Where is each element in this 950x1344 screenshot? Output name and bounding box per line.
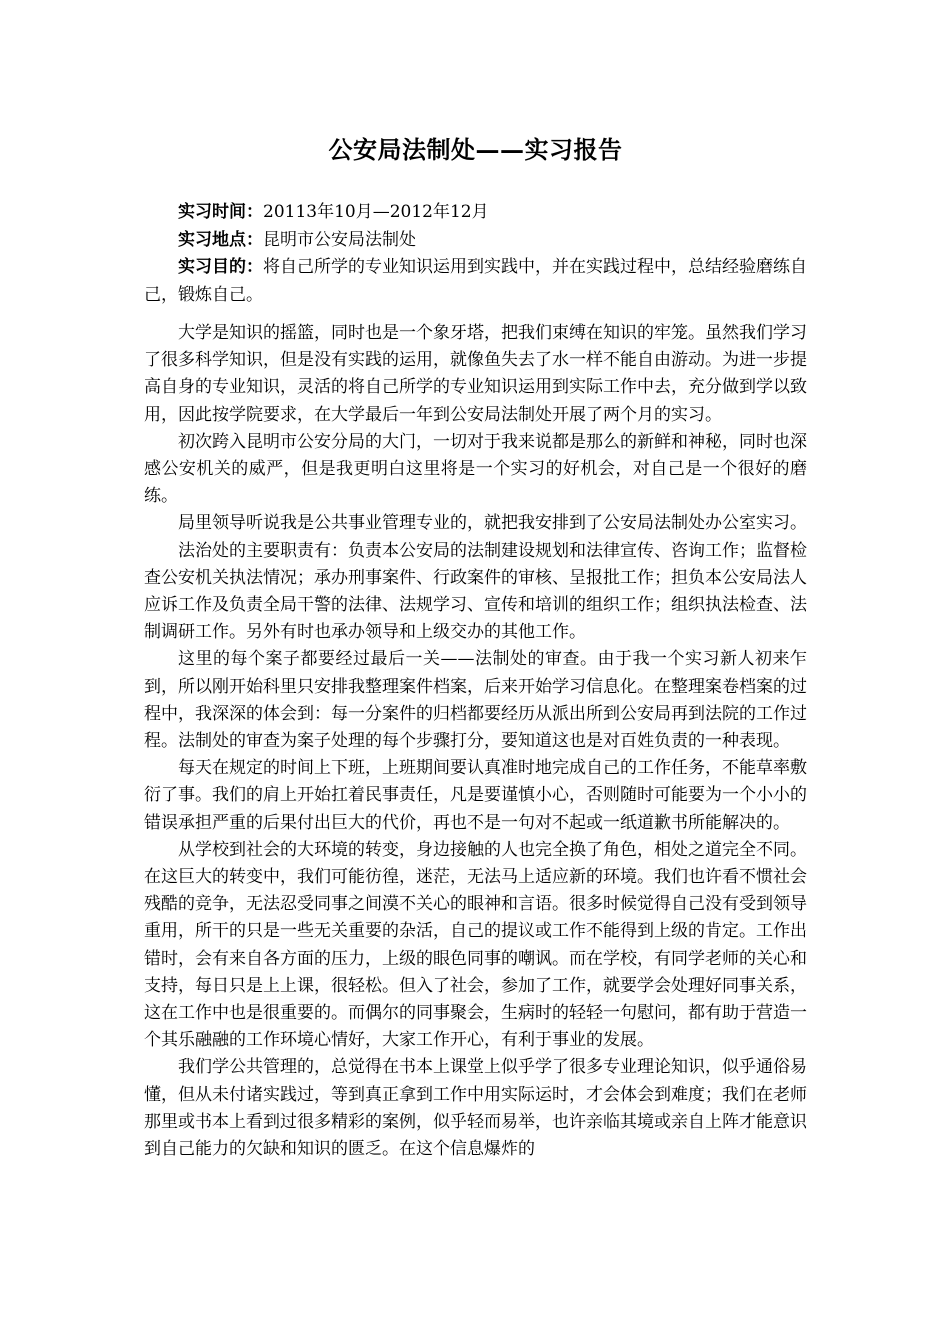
- body-paragraph: 这里的每个案子都要经过最后一关——法制处的审查。由于我一个实习新人初来乍到，所以刚开始科里只安排我整理案件档案，后来开始学习信息化。在整理案卷档案的过程中，我深深的体会到：每一分案件的归档都要经历从派出所到公安局再到法院的工作过程。法制处的审查为案子处理的每个步骤打分，要知道这也是对百姓负责的一种表现。: [144, 649, 807, 752]
- meta-purpose-label: 实习目的：: [178, 257, 263, 277]
- body-paragraph: 我们学公共管理的，总觉得在书本上课堂上似乎学了很多专业理论知识，似乎通俗易懂，但从未付诸实践过，等到真正拿到工作中用实际运时，才会体会到难度；我们在老师那里或书本上看到过很多精彩的案例，似乎轻而易举，也许亲临其境或亲自上阵才能意识到自己能力的欠缺和知识的匮乏。在这个信息爆炸的: [144, 1057, 807, 1160]
- body-paragraph: 大学是知识的摇篮，同时也是一个象牙塔，把我们束缚在知识的牢笼。虽然我们学习了很多科学知识，但是没有实践的运用，就像鱼失去了水一样不能自由游动。为进一步提高自身的专业知识，灵活的将自己所学的专业知识运用到实际工作中去，充分做到学以致用，因此按学院要求，在大学最后一年到公安局法制处开展了两个月的实习。: [144, 323, 807, 425]
- body-paragraph: 初次跨入昆明市公安分局的大门，一切对于我来说都是那么的新鲜和神秘，同时也深感公安机关的威严，但是我更明白这里将是一个实习的好机会，对自己是一个很好的磨练。: [144, 431, 807, 507]
- meta-time-label: 实习时间：: [178, 202, 263, 222]
- meta-place-value: 昆明市公安局法制处: [263, 229, 416, 250]
- document-title: 公安局法制处——实习报告: [328, 135, 623, 164]
- meta-time-value: 20113年10月—2012年12月: [263, 202, 489, 222]
- meta-purpose: [144, 254, 807, 309]
- meta-purpose-value: 将自己所学的专业知识运用到实践中，并在实践过程中，总结经验磨练自己，锻炼自己。: [144, 257, 807, 305]
- body-paragraph: 每天在规定的时间上下班，上班期间要认真准时地完成自己的工作任务，不能草率敷衍了事。我们的肩上开始扛着民事责任，凡是要谨慎小心，否则随时可能要为一个小小的错误承担严重的后果付出巨大的代价，再也不是一句对不起或一纸道歉书所能解决的。: [144, 758, 807, 833]
- body-paragraph: 法治处的主要职责有：负责本公安局的法制建设规划和法律宣传、咨询工作；监督检查公安机关执法情况；承办刑事案件、行政案件的审核、呈报批工作；担负本公安局法人应诉工作及负责全局干警的法律、法规学习、宣传和培训的组织工作；组织执法检查、法制调研工作。另外有时也承办领导和上级交办的其他工作。: [144, 540, 807, 643]
- body-paragraph: 局里领导听说我是公共事业管理专业的，就把我安排到了公安局法制处办公室实习。: [178, 513, 807, 534]
- report-body: [144, 320, 807, 1163]
- meta-time: [144, 199, 807, 227]
- meta-place: [144, 227, 807, 255]
- internship-meta: [144, 199, 807, 309]
- meta-place-label: 实习地点：: [178, 229, 263, 250]
- body-paragraph: 从学校到社会的大环境的转变，身边接触的人也完全换了角色，相处之道完全不同。在这巨大的转变中，我们可能彷徨，迷茫，无法马上适应新的环境。我们也许看不惯社会残酷的竞争，无法忍受同事之间漠不关心的眼神和言语。很多时候觉得自己没有受到领导重用，所干的只是一些无关重要的杂活，自己的提议或工作不能得到上级的肯定。工作出错时，会有来自各方面的压力，上级的眼色同事的嘲讽。而在学校，有同学老师的关心和支持，每日只是上上课，很轻松。但入了社会，参加了工作，就要学会处理好同事关系，这在工作中也是很重要的。而偶尔的同事聚会，生病时的轻轻一句慰问，都有助于营造一个其乐融融的工作环境心情好，大家工作开心，有利于事业的发展。: [144, 839, 807, 1051]
